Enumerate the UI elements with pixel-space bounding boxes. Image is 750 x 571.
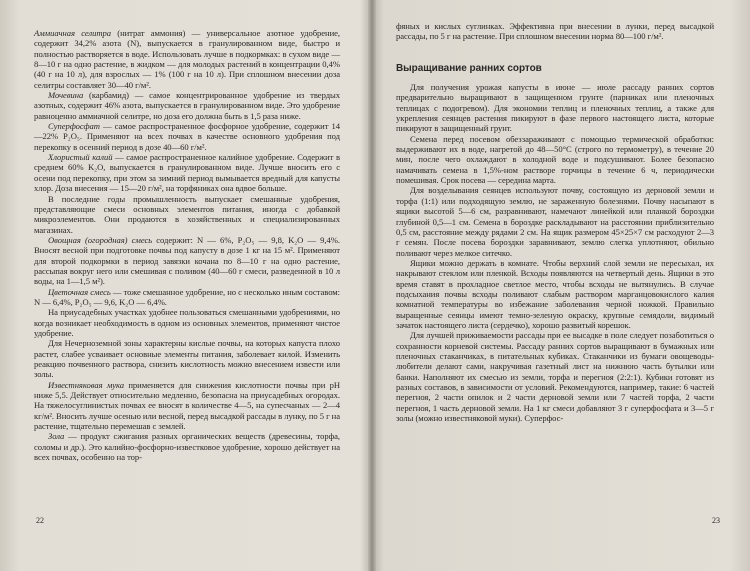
paragraph: Зола — продукт сжигания разных органических веществ (древесины, торфа, соломы и др.). Это калийно-фосфорно-известковое удобрение, хорошо действует на всех почвах, особенно на тор- bbox=[34, 431, 340, 463]
page-number: 22 bbox=[36, 516, 44, 525]
paragraph: Для лучшей приживаемости рассады при ее высадке в поле следует позаботиться о сохранности корневой системы. Рассаду ранних сортов выращивают в бумажных или пленочных стаканчиках, в питательных кубиках. Стаканчики из бумаги овощеводы-любители делают сами, накручивая газетный лист на нижнюю часть бутылки или банки. Наполняют их смесью из земли, торфа и перегноя (2:2:1). Кубики готовят из разных составов, в зависимости от условий. Рекомендуются, например, такие: 6 частей перегноя, 2 части опилок и 2 части дерновой земли или 7 частей торфа, 2 части перегноя, 1 часть дерновой земли. На 1 кг смеси добавляют 3 г суперфосфата и 3—5 г золы (можно известняковой муки). Суперфос- bbox=[396, 330, 714, 424]
paragraph: Цветочная смесь — тоже смешанное удобрение, но с несколько иным составом: N — 6,4%, P₂O₅ — 9,6, K₂O — 6,4%. bbox=[34, 286, 341, 307]
paragraph: Аммиачная селитра (нитрат аммония) — универсальное азотное удобрение, содержит 34,2% азота (N), выпускается в гранулированном виде, быстро и полностью растворяется в воде. Использовать лучше в подкормках: в сухом виде — 8—10 г на одно растение, в жидком — для молодых растений в концентрации 0,4% (40 г на 10 л), для взрослых — 1% (100 г на 10 л). При сплошном внесении доза селитры составляет 30—40 г/м². bbox=[34, 28, 340, 90]
paragraph: Семена перед посевом обеззараживают с помощью термической обработки: выдерживают их в воде, нагретой до 48—50°С (строго по термометру), в течение 20 мин, после чего охлаждают в холодной воде и подсушивают. Более безопасно намачивать семена в 1,5%-ном растворе горчицы в течение 6 ч, периодически помешивая. Срок посева — середина марта. bbox=[396, 133, 714, 186]
paragraph: Для возделывания сеянцев используют почву, состоящую из дерновой земли и торфа (1:1) или подходящую землю, не зараженную болезнями. Почву насыпают в ящики высотой 5—6 см, разравнивают, намечают линейкой или планкой бороздки глубиной 0,5—1 см. Семена в бороздке раскладывают на расстоянии приблизительно 0,5 см, расстояние между рядами 2 см. На ящик размером 45×25×7 см расходуют 2—3 г семян. После посева бороздки заравнивают, землю слегка уплотняют, обильно поливают через мелкое ситечко. bbox=[396, 185, 714, 258]
paragraph: В последние годы промышленность выпускает смешанные удобрения, представляющие смеси основных элементов питания, иногда с добавкой микроэлементов. Они продаются в хозяйственных и специализированных магазинах. bbox=[34, 193, 340, 235]
left-page bbox=[0, 0, 372, 571]
paragraph: Известняковая мука применяется для снижения кислотности почвы при pH ниже 5,5. Действует относительно медленно, безопасна на приусадебных огородах. На тяжелосуглинистых почвах ее вносят в количестве 4—5, на супесчаных — 2—4 кг/м². Вносить лучше осенью или весной, перед высадкой рассады в лунку, по 5 г на растение, тщательно перемешав с землей. bbox=[34, 379, 340, 432]
paragraph: Мочевина (карбамид) — самое концентрированное удобрение из твердых азотных, содержит 46% азота, выпускается в гранулированном виде. Это удобрение равноценно аммиачной селитре, но доза его должна быть в 1,5 раза ниже. bbox=[34, 90, 340, 121]
page-number: 23 bbox=[712, 516, 720, 525]
section-heading: Выращивание ранних сортов bbox=[396, 62, 542, 74]
paragraph: Хлористый калий — самое распространенное калийное удобрение. Содержит в среднем 60% K₂O, выпускается в гранулированном виде. Лучше вносить его с осени под перекопку, при этом за зимний период вымывается вредный для капусты хлор. Доза внесения — 15—20 г/м², на торфяниках она вдвое больше. bbox=[34, 152, 340, 194]
paragraph: Суперфосфат — самое распространенное фосфорное удобрение, содержит 14—22% P₂O₅. Применяют на всех почвах в качестве основного удобрения под перекопку в осенний период в дозе 40—60 г/м². bbox=[34, 121, 340, 152]
paragraph: Для Нечерноземной зоны характерны кислые почвы, на которых капуста плохо растет, слабее усваивает основные элементы питания, заболевает килой. Изменить реакцию почвенного раствора, снизить кислотность можно внесением извести или золы. bbox=[34, 338, 340, 380]
paragraph: На приусадебных участках удобнее пользоваться смешанными удобрениями, но когда возникает необходимость в одном из основных элементов, применяют чистое удобрение. bbox=[34, 307, 340, 338]
paragraph: Овощная (огородная) смесь содержит: N — 6%, P₂O₅ — 9,8, K₂O — 9,4%. Вносят весной при подготовке почвы под капусту в дозе 1 кг на 15 м². Применяют для второй подкормки в период завязки кочана по 8—10 г на одно растение, рассыпая вокруг него или смешивая с поливом (40—60 г смеси, разведенной в 10 л воды, на 1—1,5 м²). bbox=[34, 234, 340, 287]
left-text-column bbox=[34, 28, 340, 462]
paragraph: Ящики можно держать в комнате. Чтобы верхний слой земли не пересыхал, их накрывают стеклом или пленкой. Всходы появляются на четвертый день. Ящики в это время ставят в прохладное светлое место, чтобы всходы не вытянулись. В случае подсыхания почвы всходы поливают слабым раствором марганцовокислого калия комнатной температуры во избежание заболевания черной ножкой. Правильно выращенные сеянцы имеют темно-зеленую окраску, крупные семядоли, видимый зачаток настоящего листа (сердечко), хорошо развитый корешок. bbox=[396, 257, 714, 330]
right-text-column bbox=[396, 21, 714, 423]
right-page bbox=[372, 0, 750, 571]
paragraph: Для получения урожая капусты в июне — июле рассаду ранних сортов предварительно выращивают в защищенном грунте (парниках или пленочных теплицах с подогревом). Для экономии теплиц и пленочных теплиц, а также для укрепления сеянцев растения пикируют в фазе первого настоящего листа, которые пикируют в защищенный грунт. bbox=[396, 82, 714, 134]
paragraph: фяных и кислых суглинках. Эффективна при внесении в лунки, перед высадкой рассады, по 5 г на растение. При сплошном внесении норма 80—100 г/м². bbox=[396, 21, 714, 42]
